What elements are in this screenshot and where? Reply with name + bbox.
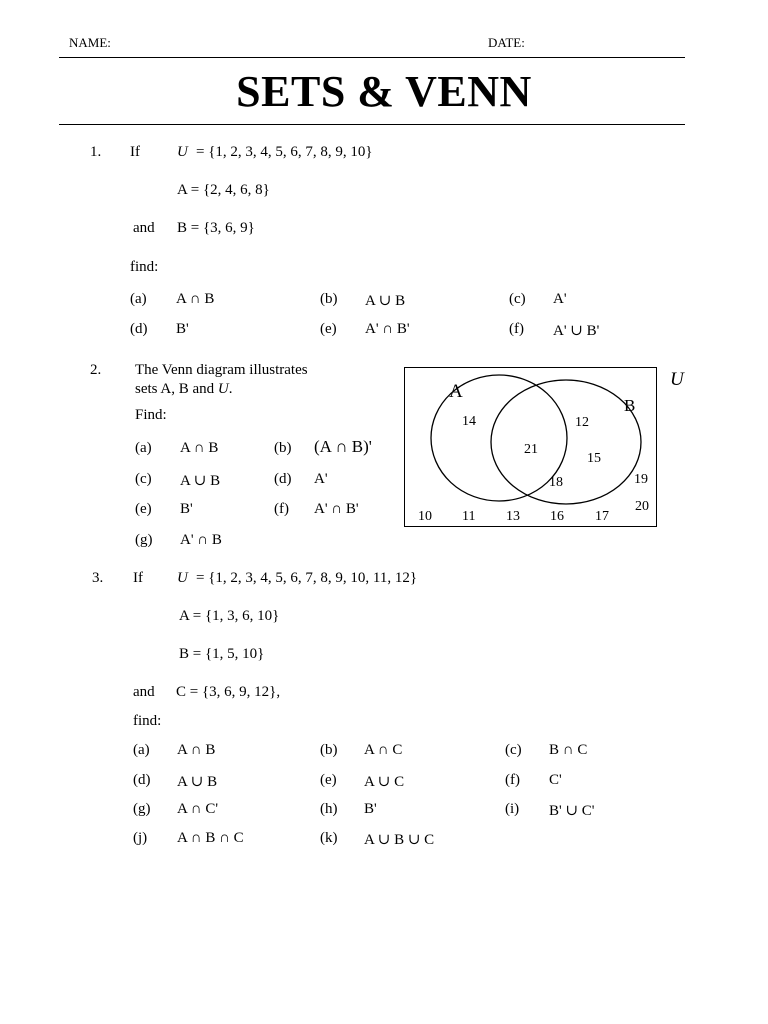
q3-part-expr: B' [364,801,377,817]
q2-part-expr: (A ∩ B)' [314,437,372,456]
q3-part-expr: A ∩ B [177,742,216,758]
q3-part-label: (k) [320,830,338,846]
q2-part-label: (b) [274,440,292,456]
venn-element: 10 [418,509,432,524]
q2-part-expr: A ∪ B [180,473,221,489]
q2-part-expr: B' [180,501,193,517]
q3-part-label: (f) [505,772,520,788]
q1-part-label: (b) [320,291,338,307]
venn-element: 15 [587,451,601,466]
venn-element: 12 [575,415,589,430]
q3-set-a: A = {1, 3, 6, 10} [179,608,280,624]
q1-part-expr: A ∪ B [365,293,406,309]
q3-if: If [133,570,143,586]
q3-part-label: (h) [320,801,338,817]
q3-find: find: [133,713,162,729]
q3-part-label: (b) [320,742,338,758]
q1-if: If [130,144,140,160]
q1-part-expr: A ∩ B [176,291,215,307]
q3-number: 3. [92,570,104,586]
q3-universe-set: = {1, 2, 3, 4, 5, 6, 7, 8, 9, 10, 11, 12} [196,570,418,586]
venn-circle-b [491,380,641,504]
q1-part-label: (d) [130,321,148,337]
q3-part-label: (e) [320,772,337,788]
q3-part-expr: A ∪ B [177,774,218,790]
venn-element: 19 [634,472,648,487]
venn-element: 21 [524,442,538,457]
q2-part-label: (c) [135,471,152,487]
q3-part-label: (d) [133,772,151,788]
q1-set-b: B = {3, 6, 9} [177,220,255,236]
q3-part-expr: A ∩ C' [177,801,219,817]
q1-part-label: (a) [130,291,147,307]
q2-part-label: (f) [274,501,289,517]
q3-part-expr: A ∪ C [364,774,405,790]
q3-universe-symbol: U [177,570,188,586]
q3-part-label: (g) [133,801,151,817]
q1-part-expr: B' [176,321,189,337]
q3-part-expr: A ∩ C [364,742,403,758]
venn-label-b: B [624,396,636,415]
q2-find: Find: [135,407,167,423]
q3-and: and [133,684,155,700]
venn-element: 13 [506,509,520,524]
q1-number: 1. [90,144,102,160]
q3-part-label: (i) [505,801,520,817]
q3-part-label: (a) [133,742,150,758]
q1-part-expr: A' [553,291,567,307]
q3-set-c: C = {3, 6, 9, 12}, [176,684,281,700]
venn-element: 18 [549,475,563,490]
q1-part-expr: A' ∪ B' [553,323,600,339]
q1-part-expr: A' ∩ B' [365,321,410,337]
venn-diagram [404,367,657,527]
q1-find: find: [130,259,159,275]
q2-part-expr: A' [314,471,328,487]
q1-part-label: (c) [509,291,526,307]
venn-element: 17 [595,509,609,524]
venn-element: 20 [635,499,649,514]
q1-universe-symbol: U [177,144,188,160]
date-label: DATE: [488,35,525,50]
q3-part-expr: B' ∪ C' [549,803,595,819]
q3-part-expr: A ∩ B ∩ C [177,830,244,846]
q3-part-label: (c) [505,742,522,758]
q2-text-line2: sets A, B and U. [135,381,233,397]
q2-part-label: (d) [274,471,292,487]
q3-part-label: (j) [133,830,148,846]
q1-set-a: A = {2, 4, 6, 8} [177,182,270,198]
q1-universe-set: = {1, 2, 3, 4, 5, 6, 7, 8, 9, 10} [196,144,373,160]
q2-part-expr: A ∩ B [180,440,219,456]
q3-set-b: B = {1, 5, 10} [179,646,265,662]
q3-part-expr: A ∪ B ∪ C [364,832,435,848]
venn-element: 16 [550,509,564,524]
venn-element: 14 [462,414,476,429]
name-label: NAME: [69,35,111,50]
venn-element: 11 [462,509,476,524]
q2-part-expr: A' ∩ B [180,532,222,548]
header-rule [59,57,685,58]
q2-part-label: (e) [135,501,152,517]
q2-text-line1: The Venn diagram illustrates [135,362,308,378]
q1-part-label: (f) [509,321,524,337]
q1-and: and [133,220,155,236]
q2-number: 2. [90,362,102,378]
q2-part-expr: A' ∩ B' [314,501,359,517]
q2-part-label: (a) [135,440,152,456]
q3-part-expr: B ∩ C [549,742,588,758]
q3-part-expr: C' [549,772,562,788]
title-rule [59,124,685,125]
page-title: SETS & VENN [236,67,532,116]
q1-part-label: (e) [320,321,337,337]
venn-label-a: A [449,381,463,402]
q2-part-label: (g) [135,532,153,548]
venn-universe-label: U [670,369,684,390]
